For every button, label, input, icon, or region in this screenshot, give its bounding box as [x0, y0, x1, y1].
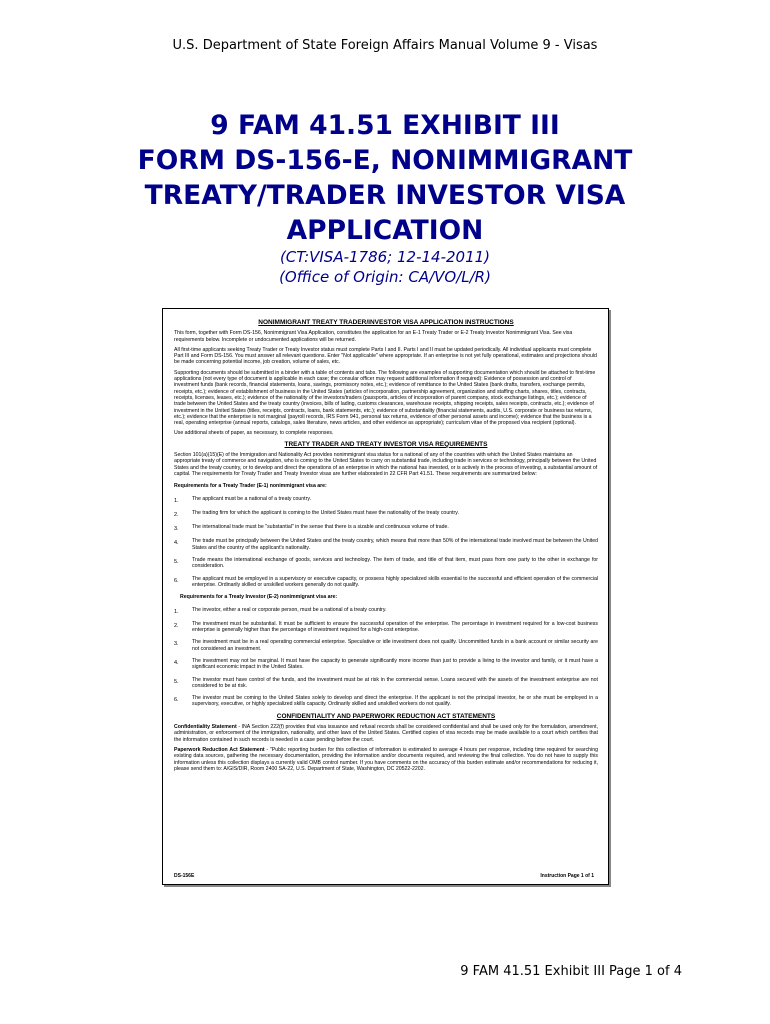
title-line: FORM DS-156-E, NONIMMIGRANT [137, 145, 633, 176]
page-title [60, 108, 710, 248]
list-item: 6. The investor must be coming to the United States solely to develop and direct the enterprise. If the applicant is not the principal investor, he or she must be employed in a supervisory, executive, or highly specialized skills capacity. Ordinarily skilled and unskilled workers do not qualify. [174, 695, 598, 708]
requirements-intro: Section 101(a)(15)(E) of the Immigration and Nationality Act provides nonimmigrant visa status for a national of any of the countries with which the United States maintains an appropriate treaty of commerce and navigation, who is coming to the United States to carry on substantial trade, including trade in services or technology, principally between the United States and the treaty country, or to develop and direct the operations of an enterprise in which the national has invested, or is actively in the process of investing, a substantial amount of capital. The requirements for Treaty Trader and Treaty Investor visas are further elaborated in 22 CFR Part 41.51. These requirements are summarized below: [174, 452, 598, 477]
form-number: DS-156E [174, 872, 195, 879]
instructions-heading: NONIMMIGRANT TREATY TRADER/INVESTOR VISA APPLICATION INSTRUCTIONS [258, 319, 514, 326]
list-item: 4. The investment may not be marginal. It must have the capacity to generate significantly more income than just to provide a living to the investor and family, or it must have a significant economic impact in the United States. [174, 657, 598, 671]
confidentiality-heading: CONFIDENTIALITY AND PAPERWORK REDUCTION ACT STATEMENTS [276, 712, 496, 720]
trader-requirements-heading: Requirements for a Treaty Trader (E-1) nonimmigrant visa are: [174, 483, 327, 490]
subtitle-origin: (Office of Origin: CA/VO/L/R) [279, 268, 491, 286]
form-paragraph: This form, together with Form DS-156, Nonimmigrant Visa Application, constitutes the application for an E-1 Treaty Trader or E-2 Treaty Investor Nonimmigrant Visa. See visa requirements below. Incomplete or undocumented applications will be returned. [174, 330, 573, 343]
list-item: 3. The investment must be in a real operating commercial enterprise. Speculative or idle investment does not qualify. Uncommitted funds in a bank account or similar security are not considered an investment. [174, 639, 598, 652]
form-footer [174, 873, 594, 879]
list-item: 5. The investor must have control of the funds, and the investment must be at risk in the commercial sense. Loans secured with the assets of the investment enterprise are not considered to be at risk. [174, 676, 598, 689]
requirements-heading: TREATY TRADER AND TREATY INVESTOR VISA REQUIREMENTS [284, 440, 488, 448]
list-item: 1. The applicant must be a national of a treaty country. [174, 495, 311, 504]
investor-requirements-list [174, 607, 598, 708]
page-footer: 9 FAM 41.51 Exhibit III Page 1 of 4 [460, 964, 682, 979]
investor-requirements-heading: Requirements for a Treaty Investor (E-2) nonimmigrant visa are: [180, 594, 338, 601]
form-page-indicator: Instruction Page 1 of 1 [540, 872, 594, 879]
confidentiality-statement: Confidentiality Statement - INA Section 222(f) provides that visa issuance and refusal records shall be considered confidential and shall be used only for the formulation, amendment, administration, or enforcement of the immigration, nationality, and other laws of the United States. Certified copies of visa records may be made available to a court which certifies that the information contained in such records is needed in a case pending before the court. [174, 724, 599, 743]
list-item: 2. The trading firm for which the applicant is coming to the United States must have the nationality of the treaty country. [174, 509, 459, 518]
form-image [162, 308, 609, 885]
running-header: U.S. Department of State Foreign Affairs Manual Volume 9 - Visas [172, 38, 598, 53]
list-item: 5. Trade means the international exchange of goods, services and technology. The item of trade, and title of that item, must pass from one party to the other in exchange for consideration. [174, 557, 598, 570]
title-line: TREATY/TRADER INVESTOR VISA [144, 180, 626, 211]
list-item: 4. The trade must be principally between the United States and the treaty country, which means that more than 50% of the international trade involved must be between the United States and the country of the applicant's nationality. [174, 538, 598, 551]
subtitle-ct: (CT:VISA-1786; 12-14-2011) [279, 248, 491, 266]
list-item: 1. The investor, either a real or corporate person, must be a national of a treaty country. [174, 606, 387, 615]
form-paragraph: Use additional sheets of paper, as necessary, to complete responses. [174, 430, 334, 437]
paperwork-statement: Paperwork Reduction Act Statement - "Public reporting burden for this collection of information is estimated to average 4 hours per response, including time required for searching existing data sources, gathering the necessary documentation, providing the information and/or documents required, and reviewing the final collection. You do not have to supply this information unless this collection displays a currently valid OMB control number. If you have comments on the accuracy of this burden estimate and/or recommendations for reducing it, please send them to: A/GIS/DIR, Room 2400 SA-22, U.S. Department of State, Washington, DC 20522-2202. [174, 746, 598, 772]
trader-requirements-list [174, 496, 598, 589]
list-item: 3. The international trade must be "substantial" in the sense that there is a sizable and continuous volume of trade. [174, 524, 449, 533]
form-paragraph: Supporting documents should be submitted in a binder with a table of contents and tabs. The following are examples of supporting documentation which should be attached to first-time applications (not every type of document is applicable in each case; the consular officer may request additional information if required): Evidence of possession and control of investment funds (bank records, financial statements, loans, savings, promissory notes, etc.); evidence of remittance to the United States (bank drafts, transfers, exchange permits, receipts, etc.); evidence of establishment of business in the United States (articles of incorporation, partnership agreement, organization and staffing charts, shares, titles, contracts, receipts, licenses, leases, etc.); evidence of the nationality of the investors/traders (passports, articles of incorporation of parent company, stock exchange listings, etc.); evidence of trade between the United States and the treaty country (invoices, bills of lading, customs clearances, warehouse receipts, shipping receipts, sales receipts, contracts, etc.); evidence of investment in the United States (titles, receipts, contracts, loans, bank statements, etc.); evidence of substantiality (financial statements, audits, U.S. corporate or business tax returns, etc.); evidence that the enterprise is not marginal (payroll records, IRS Form 941, personal tax returns, evidence of other personal assets and income); evidence that the business is a real, operating enterprise (annual reports, catalogs, sales literature, news articles, and other evidence as appropriate); curriculum vitae of the proposed visa recipient (optional). [174, 369, 596, 427]
title-line: APPLICATION [286, 215, 484, 246]
form-paragraph: All first-time applicants seeking Treaty Trader or Treaty Investor status must complete Parts I and II. Parts I and II must be updated periodically. All individual applicants must complete Part III and Form DS-156. You must answer all relevant questions. Enter "Not applicable" where appropriate. If an enterprise is not yet fully operational, estimates and projections should be made concerning potential income, job creation, volume of sales, etc. [174, 346, 597, 366]
subtitle [0, 247, 770, 287]
list-item: 6. The applicant must be employed in a supervisory or executive capacity, or possess highly specialized skills essential to the successful and efficient operation of the commercial enterprise. Ordinarily skilled or unskilled workers generally do not qualify. [174, 575, 598, 588]
list-item: 2. The investment must be substantial. It must be sufficient to ensure the successful operation of the enterprise. The percentage in investment required for a low-cost business enterprise is generally higher than the percentage of investment required for a high-cost enterprise. [174, 620, 598, 634]
title-line: 9 FAM 41.51 EXHIBIT III [210, 110, 560, 141]
